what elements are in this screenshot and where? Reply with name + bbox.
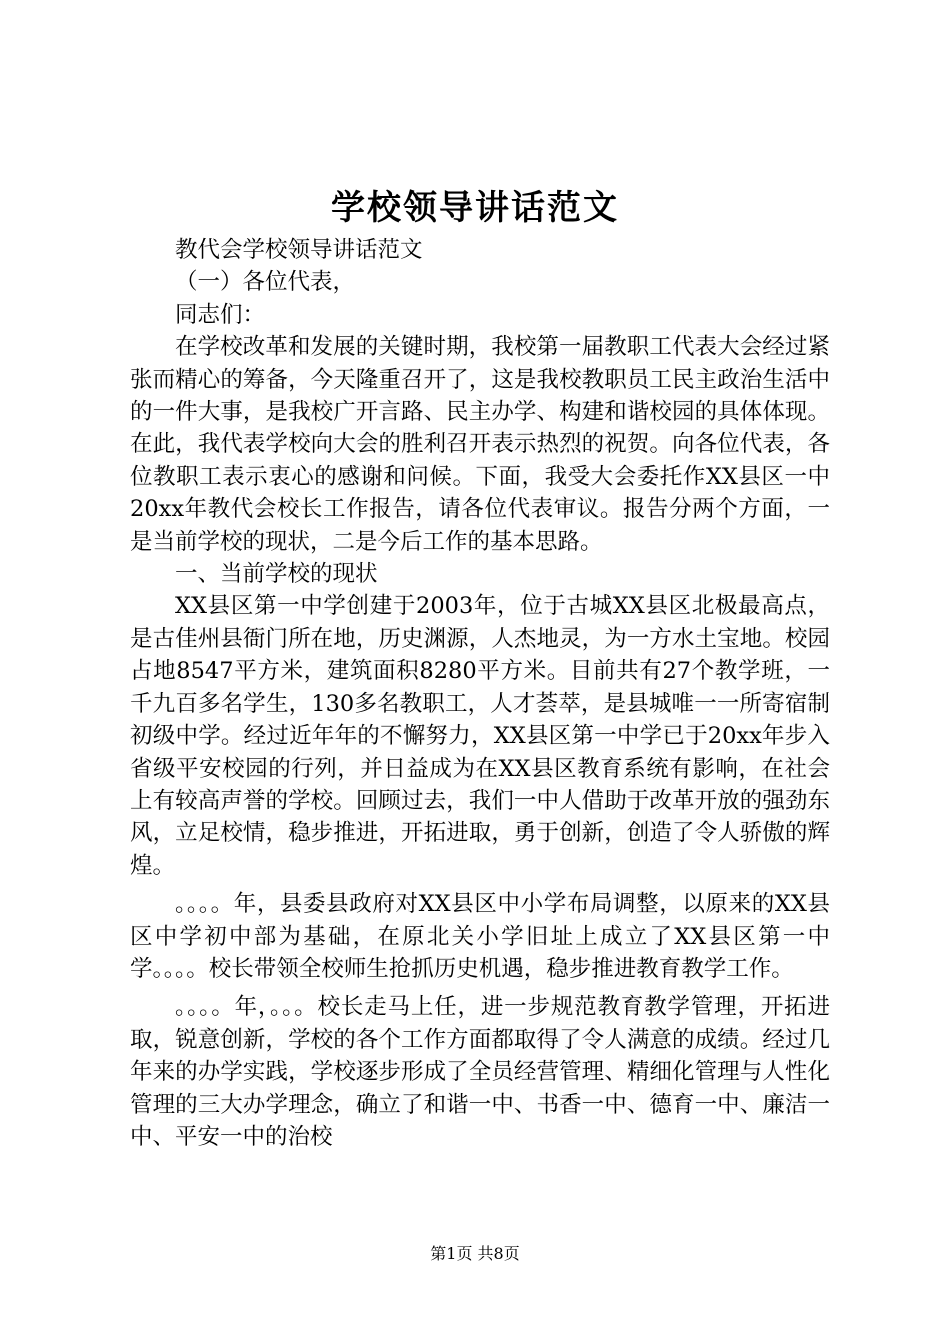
paragraph: XX县区第一中学创建于2003年，位于古城XX县区北极最高点，是古佳州县衙门所在地，历史渊源，人杰地灵，为一方水土宝地。校园占地8547平方米，建筑面积8280平方米。目前共有27个教学班，一千九百多名学生，130多名教职工，人才荟萃，是县城唯一一所寄宿制初级中学。经过近年年的不懈努力，XX县区第一中学已于20xx年步入省级平安校园的行列，并日益成为在XX县区教育系统有影响，在社会上有较高声誉的学校。回顾过去，我们一中人借助于改革开放的强劲东风，立足校情，稳步推进，开拓进取，勇于创新，创造了令人骄傲的辉煌。	[130, 593, 830, 879]
paragraph-heading: 教代会学校领导讲话范文	[175, 237, 423, 263]
paragraph-salutation: （一）各位代表，	[175, 269, 356, 296]
page-footer: 第1页 共8页	[430, 1244, 520, 1263]
section-heading: 一、当前学校的现状	[175, 561, 378, 588]
paragraph-salutation: 同志们：	[175, 301, 266, 328]
paragraph: 在学校改革和发展的关键时期，我校第一届教职工代表大会经过紧张而精心的筹备，今天隆重召开了，这是我校教职员工民主政治生活中的一件大事，是我校广开言路、民主办学、构建和谐校园的具体体现。在此，我代表学校向大会的胜利召开表示热烈的祝贺。向各位代表，各位教职工表示衷心的感谢和问候。下面，我受大会委托作XX县区一中20xx年教代会校长工作报告，请各位代表审议。报告分两个方面，一是当前学校的现状，二是今后工作的基本思路。	[130, 334, 830, 555]
paragraph: 。。。。年，。。。校长走马上任，进一步规范教育教学管理，开拓进取，锐意创新，学校的各个工作方面都取得了令人满意的成绩。经过几年来的办学实践，学校逐步形成了全员经营管理、精细化管理与人性化管理的三大办学理念，确立了和谐一中、书香一中、德育一中、廉洁一中、平安一中的治校	[130, 994, 830, 1150]
document-title: 学校领导讲话范文	[331, 188, 619, 228]
paragraph: 。。。。年，县委县政府对XX县区中小学布局调整，以原来的XX县区中学初中部为基础，在原北关小学旧址上成立了XX县区第一中学。。。。校长带领全校师生抢抓历史机遇，稳步推进教育教学工作。	[130, 891, 830, 982]
document-body	[130, 234, 830, 1153]
